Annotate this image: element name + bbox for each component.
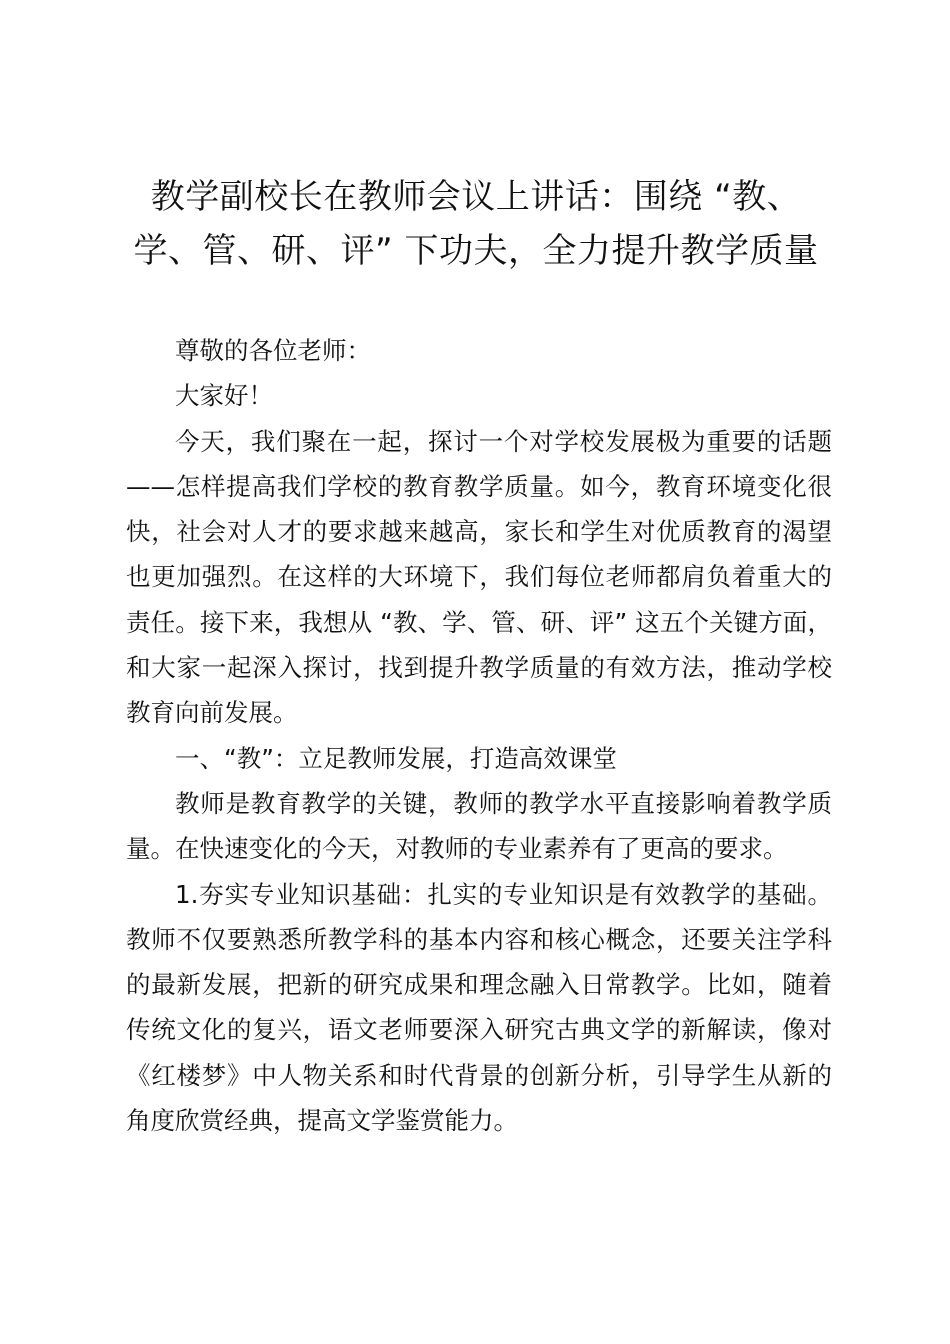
section-heading-1: 一、“教”：立足教师发展，打造高效课堂	[175, 743, 617, 773]
section-1-paragraph: 教师是教育教学的关键，教师的教学水平直接影响着教学质量。在快速变化的今天，对教师的专业素养有了更高的要求。	[126, 788, 832, 864]
intro-paragraph: 今天，我们聚在一起，探讨一个对学校发展极为重要的话题——怎样提高我们学校的教育教学质量。如今，教育环境变化很快，社会对人才的要求越来越高，家长和学生对优质教育的渴望也更加强烈。在这样的大环境下，我们每位老师都肩负着重大的责任。接下来，我想从 “教、学、管、研、评” 这五个关键方面，和大家一起深入探讨，找到提升教学质量的有效方法，推动学校教育向前发展。	[126, 426, 832, 728]
salutation: 尊敬的各位老师：	[175, 336, 371, 365]
item-1-paragraph: 1.夯实专业知识基础：扎实的专业知识是有效教学的基础。教师不仅要熟悉所教学科的基本内容和核心概念，还要关注学科的最新发展，把新的研究成果和理念融入日常教学。比如，随着传统文化的复兴，语文老师要深入研究古典文学的新解读，像对《红楼梦》中人物关系和时代背景的创新分析，引导学生从新的角度欣赏经典，提高文学鉴赏能力。	[126, 879, 832, 1136]
greeting: 大家好！	[175, 381, 273, 411]
document-body	[126, 328, 832, 1143]
document-title: 教学副校长在教师会议上讲话：围绕 “教、学、管、研、评” 下功夫，全力提升教学质量	[133, 177, 819, 271]
